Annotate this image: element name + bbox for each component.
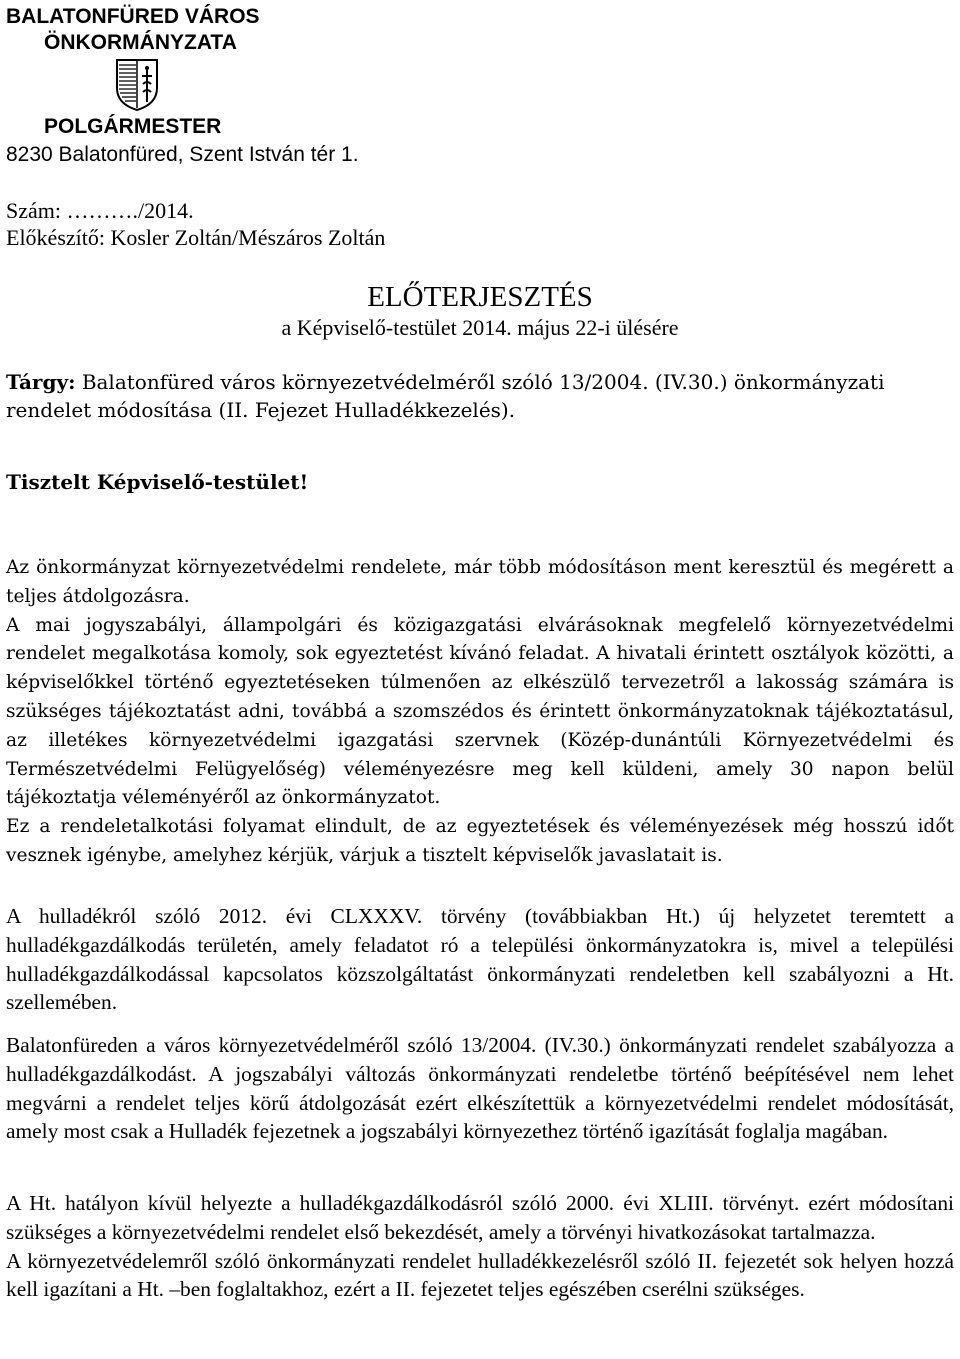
body-section-1 (6, 554, 954, 871)
subject-text-line2: rendelet módosítása (II. Fejezet Hulladékkezelés). (6, 398, 516, 422)
document-number: Szám: ………./2014. (6, 198, 194, 223)
paragraph: A környezetvédelemről szóló önkormányzati rendelet hulladékkezelésről szóló II. fejezetét sok helyen hozzá kell igazítani a Ht. –ben foglaltakhoz, ezért a II. fejezetet teljes egészében cserélni szükséges. (6, 1248, 954, 1302)
paragraph: A Ht. hatályon kívül helyezte a hulladékgazdálkodásról szóló 2000. évi XLIII. törvényt. ezért módosítani szükséges a környezetvédelmi rendelet első bekezdését, amely a törvényi hivatkozásokat tartalmazza. (6, 1191, 954, 1244)
body-section-4 (6, 1189, 954, 1304)
coat-of-arms-icon (115, 58, 159, 112)
paragraph: Ez a rendeletalkotási folyamat elindult, de az egyeztetések és véleményezések még hosszú időt vesznek igénybe, amelyhez kérjük, várjuk a tisztelt képviselők javaslatait is. (6, 816, 954, 866)
document-title: ELŐTERJESZTÉS (367, 281, 593, 313)
address: 8230 Balatonfüred, Szent István tér 1. (6, 143, 359, 166)
subject-label: Tárgy: (6, 370, 76, 394)
paragraph: A mai jogyszabályi, állampolgári és közigazgatási elvárásoknak megfelelő környezetvédelmi rendelet megalkotása komoly, sok egyeztetést kívánó feladat. A hivatali érintett osztályok közötti, a képviselőkkel történő egyeztetéseken túlmenően az elkészülő tervezetről a lakosság számára is szükséges tájékoztatást adni, továbbá a szomszédos és érintett önkormányzatoknak tájékoztatásul, az illetékes környezetvédelmi igazgatási szervnek (Közép-dunántúli Környezetvédelmi és Természetvédelmi Felügyelőség) véleményezésre meg kell küldeni, amely 30 napon belül tájékoztatja véleményéről az önkormányzatot. (6, 614, 954, 809)
body-section-2 (6, 902, 954, 1017)
preparer: Előkészítő: Kosler Zoltán/Mészáros Zoltán (6, 225, 386, 250)
salutation: Tisztelt Képviselő-testület! (6, 470, 309, 494)
mayor-title: POLGÁRMESTER (44, 115, 222, 138)
subject-text-line1: Balatonfüred város környezetvédelméről szóló 13/2004. (IV.30.) önkormányzati (81, 370, 885, 394)
body-section-3 (6, 1031, 954, 1146)
org-name-line1: BALATONFÜRED VÁROS (6, 5, 260, 28)
paragraph: Balatonfüreden a város környezetvédelméről szóló 13/2004. (IV.30.) önkormányzati rendelet szabályozza a hulladékgazdálkodást. A jogszabályi változás önkormányzati rendeletbe történő beépítésével nem lehet megvárni a rendelet teljes körű átdolgozását ezért elkészítettük a környezetvédelmi rendelet módosítását, amely most csak a Hulladék fejezetnek a jogszabályi környezethez történő igazítását foglalja magában. (6, 1033, 954, 1144)
org-name-line2: ÖNKORMÁNYZATA (44, 31, 237, 54)
paragraph: A hulladékról szóló 2012. évi CLXXXV. törvény (továbbiakban Ht.) új helyzetet teremtett a hulladékgazdálkodás területén, amely feladatot ró a települési önkormányzatokra is, mivel a települési hulladékgazdálkodással kapcsolatos közszolgáltatást önkormányzati rendeletben kell szabályozni a Ht. szellemében. (6, 904, 954, 1015)
subject-line1 (6, 368, 885, 396)
paragraph: Az önkormányzat környezetvédelmi rendelete, már több módosításon ment keresztül és megérett a teljes átdolgozásra. (6, 557, 954, 607)
document-subtitle: a Képviselő-testület 2014. május 22-i ülésére (281, 315, 679, 340)
